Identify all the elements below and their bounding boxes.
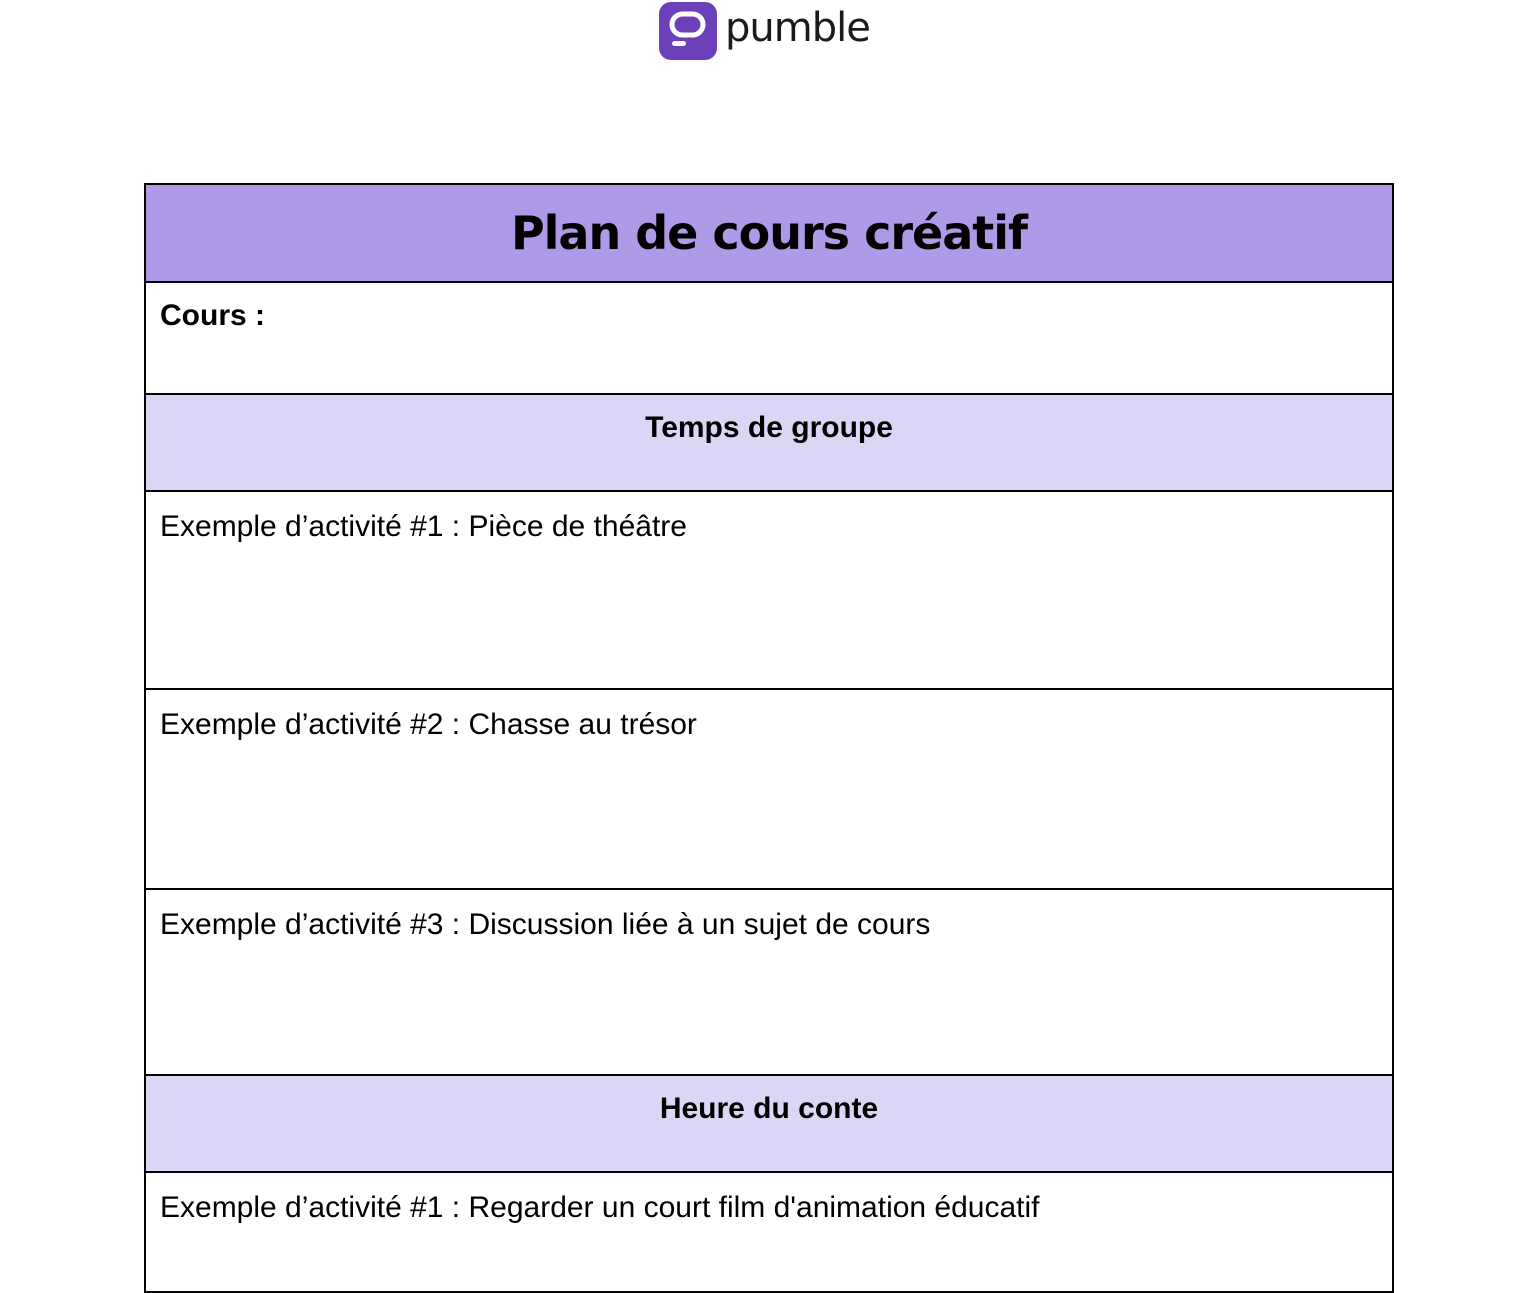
section-header-row <box>145 1075 1393 1172</box>
activity-cell: Exemple d’activité #1 : Pièce de théâtre <box>145 491 1393 689</box>
activity-cell: Exemple d’activité #1 : Regarder un court film d'animation éducatif <box>145 1172 1393 1292</box>
pumble-logo-icon <box>659 2 717 60</box>
brand-header <box>659 2 870 60</box>
section-heading-story-time: Heure du conte <box>145 1075 1393 1172</box>
activity-row <box>145 1172 1393 1292</box>
activity-row <box>145 889 1393 1075</box>
course-row <box>145 282 1393 394</box>
activity-row <box>145 491 1393 689</box>
title-row <box>145 184 1393 282</box>
document-title: Plan de cours créatif <box>145 184 1393 282</box>
activity-cell: Exemple d’activité #3 : Discussion liée à un sujet de cours <box>145 889 1393 1075</box>
activity-row <box>145 689 1393 889</box>
section-header-row <box>145 394 1393 491</box>
section-heading-group-time: Temps de groupe <box>145 394 1393 491</box>
brand-name: pumble <box>725 5 870 51</box>
activity-cell: Exemple d’activité #2 : Chasse au trésor <box>145 689 1393 889</box>
course-label: Cours : <box>145 282 1393 394</box>
lesson-plan-table <box>144 183 1394 1293</box>
